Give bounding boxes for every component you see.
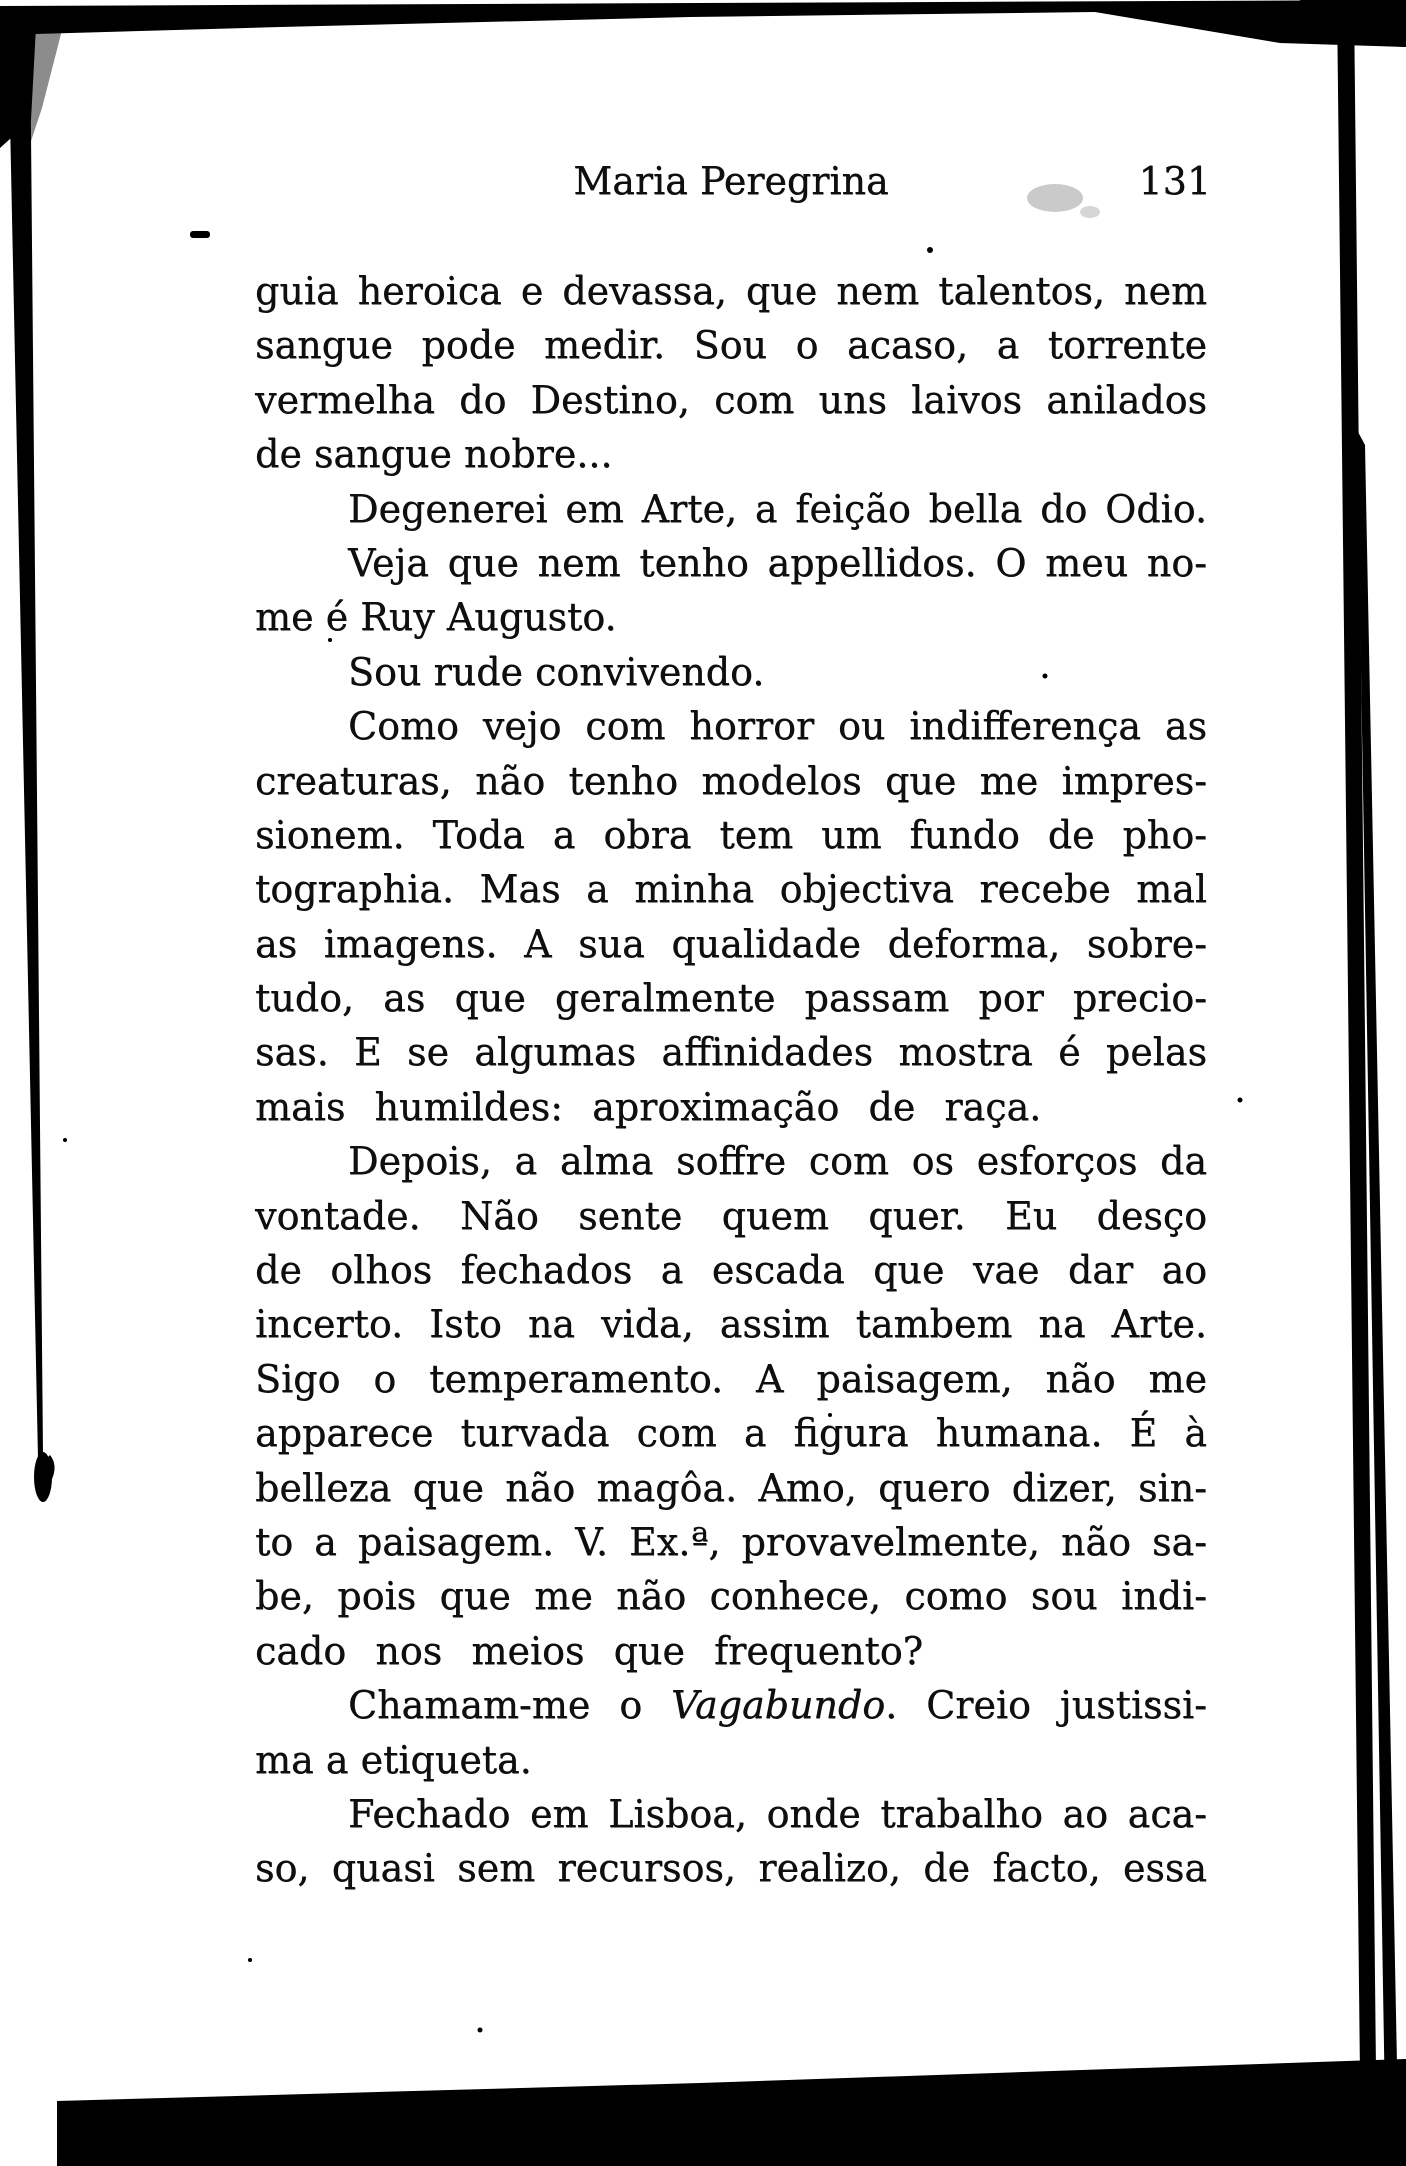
text-line [255,1352,1207,1406]
running-head [255,159,1211,203]
text-line [255,1189,1207,1243]
text-line [255,1406,1207,1460]
text-line [255,1678,1207,1732]
header-smudge [1080,206,1100,218]
text-line [255,1297,1207,1351]
text-segment: sangue pode medir. Sou o acaso, a torrente [255,323,1207,368]
text-segment: apparece turvada com a figura humana. É à [255,1411,1207,1456]
text-segment: tographia. Mas a minha objectiva recebe mal [255,867,1207,912]
text-line [255,1569,1207,1623]
text-segment: vontade. Não sente quem quer. Eu desço [255,1193,1207,1238]
text-segment: ma a etiqueta. [255,1737,532,1782]
text-segment: sas. E se algumas affinidades mostra é pelas [255,1030,1207,1075]
speckle [248,1958,252,1962]
text-line [255,318,1207,372]
text-segment: as imagens. A sua qualidade deforma, sobre- [255,921,1207,966]
text-segment: vermelha do Destino, com uns laivos anilados [255,377,1207,422]
speckle [927,247,933,253]
text-segment: de sangue nobre... [255,432,613,477]
text-segment: to a paisagem. V. Ex.ª, provavelmente, não sa- [255,1519,1207,1564]
text-segment: Chamam-me o [348,1683,672,1728]
text-line [255,645,1207,699]
text-segment: be, pois que me não conhece, como sou indi- [255,1574,1207,1619]
text-line [255,1243,1207,1297]
speckle [63,1138,67,1142]
text-line [255,1134,1207,1188]
text-line [255,536,1207,590]
text-segment: Sou rude convivendo. [348,649,765,694]
text-line [255,264,1207,318]
speckle [478,2028,483,2033]
text-segment: me é Ruy Augusto. [255,595,617,640]
speckle [190,231,210,238]
text-segment: so, quasi sem recursos, realizo, de facto, essa [255,1846,1207,1891]
top-edge-band [0,0,1406,47]
text-line [255,971,1207,1025]
text-line [255,1080,1207,1134]
page-number: 131 [1138,159,1211,203]
text-segment: belleza que não magôa. Amo, quero dizer, sin- [255,1465,1207,1510]
text-segment: guia heroica e devassa, que nem talentos, nem [255,269,1207,313]
body-text [255,264,1207,1896]
text-line [255,808,1207,862]
text-segment: Degenerei em Arte, a feição bella do Odio. [348,486,1207,531]
text-segment: Veja que nem tenho appellidos. O meu no- [348,540,1207,585]
text-segment: cado nos meios que frequento? [255,1628,924,1673]
left-edge-band [8,24,43,1459]
text-line [255,482,1207,536]
text-line [255,1787,1207,1841]
text-line [255,590,1207,644]
text-segment: Fechado em Lisboa, onde trabalho ao aca- [348,1791,1207,1836]
text-segment: . Creio justissi- [885,1683,1207,1728]
text-segment: incerto. Isto na vida, assim tambem na Arte. [255,1302,1207,1347]
text-segment: Como vejo com horror ou indifferença as [348,704,1207,749]
text-line [255,754,1207,808]
text-segment: tudo, as que geralmente passam por precio- [255,976,1207,1021]
text-line [255,1025,1207,1079]
text-line [255,1624,1207,1678]
text-line [255,373,1207,427]
text-segment: de olhos fechados a escada que vae dar ao [255,1248,1207,1293]
text-line [255,1515,1207,1569]
bottom-edge-band [57,2059,1406,2166]
text-line [255,862,1207,916]
text-segment: creaturas, não tenho modelos que me impres- [255,758,1207,803]
running-head-title: Maria Peregrina [573,159,889,203]
text-segment-italic: Vagabundo [671,1683,886,1728]
text-line [255,1461,1207,1515]
text-line [255,427,1207,481]
text-segment: sionem. Toda a obra tem um fundo de pho- [255,812,1207,857]
text-segment: Sigo o temperamento. A paisagem, não me [255,1356,1207,1401]
text-line [255,699,1207,753]
text-line [255,917,1207,971]
text-line [255,1841,1207,1895]
text-segment: Depois, a alma soffre com os esforços da [348,1139,1207,1184]
text-segment: mais humildes: aproximação de raça. [255,1084,1042,1129]
speckle [1238,1098,1243,1103]
text-line [255,1733,1207,1787]
